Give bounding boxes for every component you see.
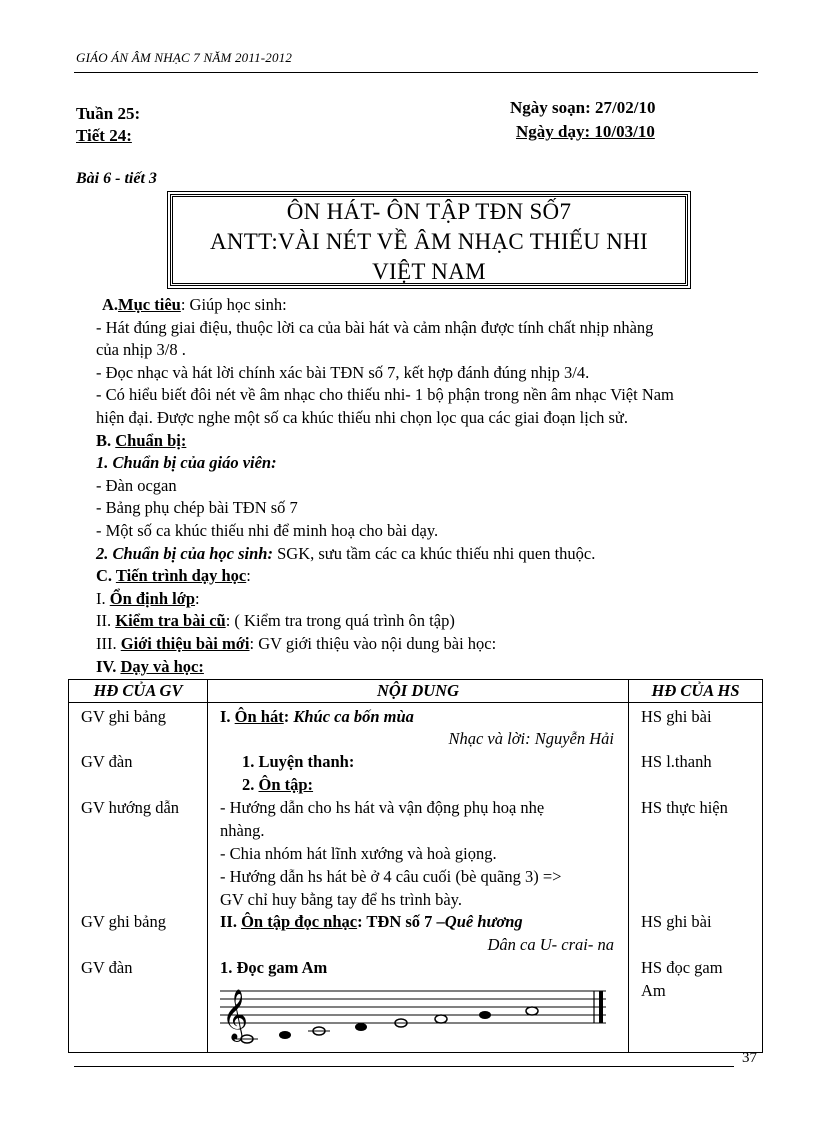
title-line-3: VIỆT NAM bbox=[372, 259, 486, 284]
note-f bbox=[435, 1015, 447, 1023]
procedure-step: III. Giới thiệu bài mới: GV giới thiệu vào nội dung bài học: bbox=[96, 633, 497, 653]
section-1-heading: I. Ôn hát: Khúc ca bốn mùa bbox=[220, 707, 414, 726]
guide-item: - Hướng dẫn cho hs hát và vận động phụ hoạ nhẹ bbox=[220, 798, 545, 817]
section-2-heading: II. Ôn tập đọc nhạc: TĐN số 7 –Quê hương bbox=[220, 912, 523, 931]
lesson-title-box bbox=[170, 194, 688, 286]
student-activity: HS l.thanh bbox=[641, 752, 712, 771]
objective-item: - Hát đúng giai điệu, thuộc lời ca của bài hát và cảm nhận được tính chất nhịp nhàng bbox=[96, 317, 654, 337]
student-activity: HS thực hiện bbox=[641, 798, 728, 817]
guide-item: nhàng. bbox=[220, 821, 265, 840]
teacher-activity-cell bbox=[69, 703, 208, 1053]
a-minor-scale-staff bbox=[218, 981, 614, 1049]
teacher-activity: GV hướng dẫn bbox=[81, 798, 180, 817]
warmup-item: 1. Luyện thanh: bbox=[242, 752, 355, 771]
procedure-step: IV. Dạy và học: bbox=[96, 656, 204, 676]
teacher-prep-item: - Bảng phụ chép bài TĐN số 7 bbox=[96, 498, 298, 518]
activity-table bbox=[68, 679, 763, 1053]
lesson-label: Bài 6 - tiết 3 bbox=[76, 170, 157, 187]
teacher-activity: GV đàn bbox=[81, 752, 133, 771]
note-d bbox=[355, 1023, 367, 1031]
period-label: Tiết 24: bbox=[76, 126, 132, 145]
treble-clef-icon: 𝄞 bbox=[222, 989, 249, 1040]
teacher-prep-item: - Đàn ocgan bbox=[96, 475, 177, 495]
review-item: 2. Ôn tập: bbox=[242, 775, 314, 794]
running-header: GIÁO ÁN ÂM NHẠC 7 NĂM 2011-2012 bbox=[76, 50, 293, 65]
note-b bbox=[279, 1031, 291, 1039]
staff-lines bbox=[220, 991, 606, 1023]
title-line-1: ÔN HÁT- ÔN TẬP TĐN SỐ7 bbox=[286, 199, 572, 224]
scale-reading-item: 1. Đọc gam Am bbox=[220, 958, 328, 977]
header-rule bbox=[74, 72, 758, 73]
table-header-row bbox=[69, 680, 763, 703]
procedure-heading: C. Tiến trình dạy học: bbox=[96, 566, 251, 586]
week-label: Tuần 25: bbox=[76, 104, 141, 123]
objective-item: - Có hiểu biết đôi nét về âm nhạc cho thiếu nhi- 1 bộ phận trong nền âm nhạc Việt Nam bbox=[96, 385, 674, 405]
teacher-activity: GV ghi bảng bbox=[81, 707, 166, 726]
guide-item: - Hướng dẫn hs hát bè ở 4 câu cuối (bè quãng 3) => bbox=[220, 867, 562, 886]
footer-rule bbox=[74, 1066, 734, 1067]
procedure-step: I. Ổn định lớp: bbox=[96, 588, 200, 608]
title-line-2: ANTT:VÀI NÉT VỀ ÂM NHẠC THIẾU NHI bbox=[209, 229, 649, 254]
note-g bbox=[479, 1011, 491, 1019]
scale-notes bbox=[236, 1007, 538, 1043]
teacher-activity: GV ghi bảng bbox=[81, 912, 166, 931]
objective-item: hiện đại. Được nghe một số ca khúc thiếu nhi chọn lọc qua các giai đoạn lịch sử. bbox=[96, 407, 629, 427]
procedure-step: II. Kiểm tra bài cũ: ( Kiểm tra trong quá trình ôn tập) bbox=[96, 611, 455, 631]
header-teacher-activity: HĐ CỦA GV bbox=[69, 680, 208, 703]
table-row bbox=[69, 703, 763, 1053]
song-author: Nhạc và lời: Nguyễn Hải bbox=[448, 729, 614, 748]
prep-date: Ngày soạn: 27/02/10 bbox=[510, 98, 656, 117]
song-origin: Dân ca U- crai- na bbox=[487, 935, 614, 954]
teacher-activity: GV đàn bbox=[81, 958, 133, 977]
student-activity: Am bbox=[641, 981, 666, 1000]
student-activity: HS ghi bài bbox=[641, 707, 712, 726]
header-student-activity: HĐ CỦA HS bbox=[629, 680, 763, 703]
student-prep: 2. Chuẩn bị của học sinh: SGK, sưu tầm các ca khúc thiếu nhi quen thuộc. bbox=[96, 543, 596, 563]
student-activity-cell bbox=[629, 703, 763, 1053]
header-content: NỘI DUNG bbox=[208, 680, 629, 703]
teacher-prep-heading: 1. Chuẩn bị của giáo viên: bbox=[96, 453, 277, 473]
preparation-heading: B. Chuẩn bị: bbox=[96, 430, 187, 450]
student-activity: HS ghi bài bbox=[641, 912, 712, 931]
guide-item: - Chia nhóm hát lĩnh xướng và hoà giọng. bbox=[220, 844, 497, 863]
objectives-heading: A.Mục tiêu: Giúp học sinh: bbox=[102, 295, 287, 314]
teach-date: Ngày dạy: 10/03/10 bbox=[516, 122, 655, 141]
student-activity: HS đọc gam bbox=[641, 958, 723, 977]
page-number: 37 bbox=[742, 1050, 757, 1066]
lesson-body bbox=[96, 294, 762, 678]
guide-item: GV chỉ huy bằng tay để hs trình bày. bbox=[220, 890, 462, 909]
teacher-prep-item: - Một số ca khúc thiếu nhi để minh hoạ cho bài dạy. bbox=[96, 520, 439, 540]
objective-item: - Đọc nhạc và hát lời chính xác bài TĐN số 7, kết hợp đánh đúng nhịp 3/4. bbox=[96, 362, 590, 382]
content-cell bbox=[208, 703, 629, 1053]
note-a-high bbox=[526, 1007, 538, 1015]
objective-item: của nhịp 3/8 . bbox=[96, 340, 186, 360]
